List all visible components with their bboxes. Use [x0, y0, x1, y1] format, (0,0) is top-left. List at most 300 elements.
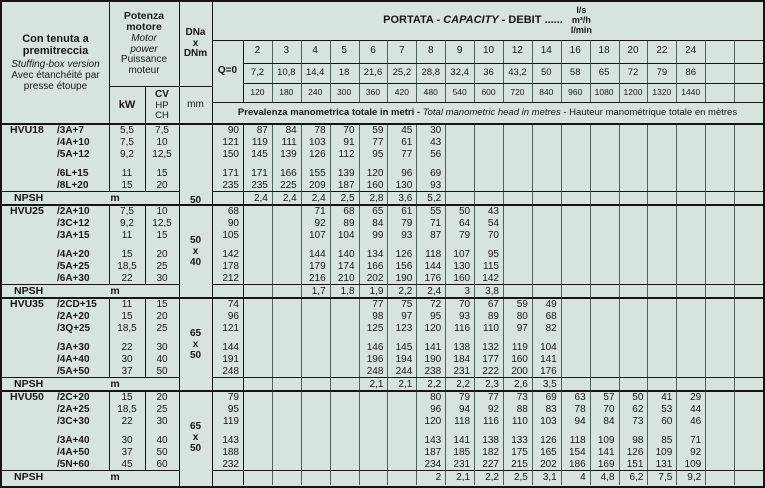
head-value: 44	[690, 403, 702, 415]
flow-header-value: 28,8	[421, 66, 441, 78]
head-value: 116	[454, 322, 471, 334]
cv-value: 30	[156, 272, 168, 284]
head-value: 79	[458, 229, 471, 241]
head-value: 177	[482, 353, 499, 365]
flow-unit-ls: l/s	[576, 5, 587, 16]
head-value: 68	[545, 310, 557, 322]
head-value: 187	[337, 179, 355, 191]
cv-value: 15	[156, 167, 168, 179]
head-value: 166	[280, 167, 297, 179]
q0-value: 178	[222, 260, 239, 272]
head-value: 165	[540, 446, 557, 458]
head-value: 64	[458, 217, 471, 229]
grid-line	[705, 125, 706, 485]
npsh-value: 4,8	[600, 471, 615, 483]
flow-unit-lmin: l/min	[570, 24, 592, 35]
dn-value-line: x	[192, 246, 199, 258]
head-value: 248	[366, 365, 384, 377]
dn-unit-label: mm	[187, 99, 204, 111]
q0-value: 90	[227, 217, 239, 229]
head-value: 151	[626, 458, 644, 470]
flow-header-value: 14	[540, 45, 552, 57]
head-value: 169	[597, 458, 615, 470]
kw-value: 22	[121, 415, 133, 427]
head-title-en: Total manometric head in metres	[422, 107, 561, 119]
dn-header-line3: DNm	[183, 48, 208, 60]
head-value: 110	[511, 415, 528, 427]
npsh-value: 1,8	[340, 285, 355, 297]
head-value: 62	[632, 403, 644, 415]
npsh-value: 7,5	[658, 471, 673, 483]
head-value: 190	[424, 353, 442, 365]
grid-line	[561, 125, 562, 485]
npsh-value: 2,1	[456, 471, 471, 483]
head-value: 171	[251, 167, 268, 179]
head-value: 97	[401, 310, 413, 322]
q0-value: 95	[227, 403, 239, 415]
model-label: /3A+40	[57, 434, 90, 446]
cv-value: 25	[156, 260, 168, 272]
head-value: 60	[661, 415, 673, 427]
npsh-value: 3,1	[542, 471, 557, 483]
kw-value: 22	[121, 341, 133, 353]
series-label: HVU35	[10, 298, 44, 311]
kw-value: 15	[121, 310, 133, 322]
head-value: 132	[482, 341, 499, 353]
head-value: 61	[401, 136, 413, 148]
model-label: /6A+30	[57, 272, 90, 284]
stuffing-box-header	[2, 2, 109, 125]
kw-value: 11	[121, 298, 133, 310]
dn-header	[179, 2, 212, 86]
q0-value: 188	[222, 446, 239, 458]
head-value: 126	[626, 446, 644, 458]
head-value: 186	[568, 458, 586, 470]
head-value: 78	[574, 403, 586, 415]
npsh-value: 2,4	[427, 285, 442, 297]
cv-value: 20	[156, 248, 168, 260]
head-value: 95	[430, 310, 442, 322]
head-value: 43	[487, 205, 499, 217]
q0-value: 142	[222, 248, 239, 260]
flow-header-value: 600	[481, 86, 496, 97]
head-value: 176	[540, 365, 557, 377]
q0-value: 191	[222, 353, 239, 365]
head-value: 154	[568, 446, 586, 458]
head-value: 116	[483, 415, 499, 427]
head-value: 196	[366, 353, 384, 365]
head-value: 130	[453, 260, 471, 272]
cv-value: 7,5	[155, 124, 169, 136]
head-value: 75	[401, 298, 413, 310]
kw-value: 7,5	[120, 136, 134, 148]
flow-header-value: 300	[337, 86, 352, 97]
head-value: 194	[395, 353, 413, 365]
head-value: 50	[632, 391, 644, 403]
head-value: 187	[424, 446, 442, 458]
npsh-value: 2,2	[427, 378, 442, 390]
npsh-value: 2,4	[253, 192, 268, 204]
head-value: 109	[655, 446, 673, 458]
model-label: /5A+25	[57, 260, 90, 272]
flow-header-value: 5	[341, 45, 347, 57]
q0-value: 79	[227, 391, 239, 403]
dn-value	[179, 206, 212, 299]
stuffing-box-subtitle-en: Stuffing-box version	[11, 59, 100, 71]
head-value: 109	[684, 458, 702, 470]
head-value: 50	[458, 205, 471, 217]
head-value: 144	[424, 260, 442, 272]
head-title-fr: - Hauteur manométrique totale en mètres	[560, 107, 738, 119]
head-value: 119	[251, 136, 268, 148]
head-value: 104	[337, 229, 355, 241]
flow-header-value: 18	[338, 66, 350, 78]
head-value: 145	[251, 148, 268, 160]
head-value: 142	[482, 272, 499, 284]
hp-label: HP	[155, 99, 169, 111]
head-value: 80	[516, 310, 528, 322]
npsh-unit: m	[110, 192, 120, 205]
flow-header-value: 7,2	[250, 66, 265, 78]
grid-line	[647, 125, 648, 485]
head-value: 119	[511, 341, 528, 353]
head-value: 179	[308, 260, 326, 272]
cv-value: 40	[156, 434, 168, 446]
flow-header-value: 1080	[594, 86, 614, 97]
head-value: 103	[308, 136, 326, 148]
dn-header-line2: x	[192, 37, 199, 49]
head-value: 69	[545, 391, 557, 403]
motor-power-header	[109, 2, 179, 86]
q0-value: 248	[222, 365, 239, 377]
flow-header-value: 1200	[623, 86, 643, 97]
flow-header-value: 12	[511, 45, 523, 57]
head-value: 125	[366, 322, 384, 334]
q0-value: 212	[222, 272, 239, 284]
npsh-value: 2,1	[369, 378, 384, 390]
head-value: 96	[430, 403, 442, 415]
dn-value-line: 65	[189, 328, 202, 340]
head-value: 93	[430, 179, 442, 191]
q0-value: 171	[222, 167, 239, 179]
head-value: 202	[540, 458, 557, 470]
cv-value: 30	[156, 415, 168, 427]
head-value: 63	[574, 391, 586, 403]
model-label: /2CD+15	[57, 298, 97, 310]
q0-value: 119	[223, 415, 239, 427]
flow-header-value: 43,2	[508, 66, 527, 78]
head-title-it: Prevalenza manometrica totale in metri -	[237, 107, 423, 119]
cv-value: 40	[156, 353, 168, 365]
head-value: 77	[487, 391, 499, 403]
model-label: /4A+10	[57, 136, 90, 148]
q0-value: 144	[222, 341, 239, 353]
head-value: 89	[343, 217, 355, 229]
model-label: /5A+12	[57, 148, 90, 160]
cv-value: 20	[156, 179, 168, 191]
head-value: 145	[395, 341, 413, 353]
head-value: 89	[487, 310, 499, 322]
npsh-label: NPSH	[14, 471, 44, 484]
npsh-value: 2,2	[485, 471, 499, 483]
stuffing-box-subtitle-fr: Avec étanchéité par presse étoupe	[11, 69, 100, 92]
npsh-value: 2,4	[282, 192, 297, 204]
head-value: 234	[424, 458, 442, 470]
head-value: 139	[337, 167, 355, 179]
head-value: 56	[430, 148, 442, 160]
head-value: 95	[372, 148, 384, 160]
head-value: 227	[482, 458, 499, 470]
head-value: 225	[280, 179, 297, 191]
head-value: 174	[337, 260, 355, 272]
dn-value-line: x	[192, 432, 199, 444]
head-value: 69	[430, 167, 442, 179]
cv-label: CV	[155, 88, 169, 100]
motor-power-title-en: Motor power	[130, 32, 158, 55]
head-value: 98	[372, 310, 384, 322]
head-value: 231	[453, 365, 471, 377]
kw-value: 7,5	[120, 205, 134, 217]
grid-line	[590, 125, 591, 485]
head-value: 126	[395, 248, 413, 260]
flow-header-value: 2	[254, 45, 261, 57]
flow-header-value: 10	[482, 45, 495, 57]
head-value: 45	[401, 124, 413, 136]
head-value: 155	[308, 167, 326, 179]
head-value: 141	[540, 353, 557, 365]
head-value: 95	[487, 248, 499, 260]
npsh-label: NPSH	[14, 192, 44, 205]
head-value: 120	[424, 415, 442, 427]
head-value: 59	[516, 298, 528, 310]
npsh-value: 9,2	[687, 471, 702, 483]
head-value: 231	[453, 458, 471, 470]
head-value: 126	[308, 148, 326, 160]
npsh-value: 1,9	[369, 285, 384, 297]
flow-header-value: 32,4	[450, 66, 469, 78]
npsh-value: 2,4	[311, 192, 326, 204]
head-value: 235	[251, 179, 268, 191]
portata-title-en: CAPACITY	[443, 14, 499, 27]
npsh-value: 2,2	[456, 378, 471, 390]
head-value: 87	[430, 229, 442, 241]
head-value: 55	[430, 205, 442, 217]
head-value: 84	[603, 415, 615, 427]
flow-header-value: 14,4	[305, 66, 325, 78]
head-value: 73	[632, 415, 644, 427]
head-value: 120	[366, 167, 384, 179]
dn-value	[179, 392, 212, 485]
model-label: /3A+7	[57, 124, 84, 136]
model-label: /6L+15	[57, 167, 89, 179]
head-value: 94	[574, 415, 586, 427]
head-value: 118	[454, 415, 471, 427]
model-label: /8L+20	[57, 179, 89, 191]
npsh-value: 4	[580, 471, 586, 483]
cv-value: 50	[156, 365, 168, 377]
head-value: 109	[597, 434, 615, 446]
flow-unit-m3h: m³/h	[571, 15, 591, 26]
head-value: 93	[401, 229, 413, 241]
model-label: /5N+60	[57, 458, 90, 470]
flow-header-value: 72	[627, 66, 639, 78]
flow-header-value: 10,8	[277, 66, 296, 78]
flow-units-stack	[571, 6, 592, 35]
flow-header-value: 86	[685, 66, 697, 78]
head-value: 91	[343, 136, 355, 148]
head-value: 92	[690, 446, 702, 458]
head-value: 68	[343, 205, 355, 217]
head-value: 111	[281, 136, 297, 148]
kw-value: 18,5	[117, 403, 137, 415]
head-value: 139	[280, 148, 297, 160]
cv-value: 60	[156, 458, 168, 470]
model-label: /4A+40	[57, 353, 90, 365]
head-value: 92	[487, 403, 499, 415]
kw-value: 18,5	[117, 322, 137, 334]
q0-value: 68	[227, 205, 239, 217]
dn-value-line: 50	[189, 235, 202, 247]
flow-header-value: 16	[569, 45, 581, 57]
head-value: 98	[632, 434, 644, 446]
flow-header-value: 18	[598, 45, 610, 57]
kw-value: 15	[121, 391, 133, 403]
series-label: HVU18	[10, 124, 44, 137]
kw-value: 15	[121, 248, 133, 260]
model-label: /4A+20	[57, 248, 90, 260]
cv-value: 20	[156, 391, 168, 403]
head-value: 222	[482, 365, 499, 377]
flow-header-value: 58	[569, 66, 581, 78]
head-value: 130	[395, 179, 413, 191]
head-value: 80	[430, 391, 442, 403]
flow-header-value: 50	[541, 66, 552, 78]
head-value: 77	[401, 148, 413, 160]
head-value: 92	[314, 217, 326, 229]
flow-header-value: 20	[627, 45, 639, 57]
q0-value: 143	[222, 434, 239, 446]
npsh-value: 2,5	[513, 471, 528, 483]
npsh-value: 2,6	[513, 378, 528, 390]
cv-hp-ch-header	[145, 86, 179, 125]
head-value: 70	[343, 124, 355, 136]
head-value: 70	[603, 403, 615, 415]
flow-header-value: 1320	[652, 86, 672, 97]
head-value: 160	[511, 353, 528, 365]
npsh-value: 3,6	[398, 192, 413, 204]
npsh-value: 2,2	[398, 285, 413, 297]
flow-header-value: 4	[312, 45, 318, 57]
cv-value: 25	[156, 322, 168, 334]
flow-header-value: 240	[308, 86, 323, 97]
flow-header-value: 8	[427, 45, 434, 57]
head-value: 41	[661, 391, 673, 403]
portata-banner	[212, 2, 763, 40]
head-value: 77	[372, 136, 384, 148]
kw-value: 5,5	[120, 124, 134, 136]
head-value: 83	[545, 403, 557, 415]
portata-title-fr: - DEBIT ......	[498, 14, 563, 27]
head-value: 82	[545, 322, 557, 334]
npsh-unit: m	[110, 285, 120, 298]
head-value: 84	[372, 217, 384, 229]
head-value: 49	[545, 298, 557, 310]
model-label: /3Q+25	[57, 322, 91, 334]
q0-value: 121	[222, 136, 239, 148]
flow-header-value: 840	[539, 86, 554, 97]
npsh-value: 2,1	[398, 378, 413, 390]
kw-value: 18,5	[117, 260, 137, 272]
head-value: 156	[395, 260, 413, 272]
head-value: 209	[308, 179, 326, 191]
head-value: 210	[337, 272, 355, 284]
kw-value: 37	[121, 446, 133, 458]
cv-value: 25	[156, 403, 168, 415]
npsh-value: 5,2	[427, 192, 442, 204]
flow-header-value: 9	[456, 45, 463, 57]
head-value: 57	[603, 391, 615, 403]
q0-value: 74	[227, 298, 239, 310]
npsh-value: 1,7	[311, 285, 326, 297]
head-value: 94	[458, 403, 471, 415]
motor-power-title-it: Potenza motore	[123, 10, 165, 34]
head-value: 115	[483, 260, 499, 272]
model-label: /3C+12	[57, 217, 90, 229]
head-value: 71	[430, 217, 442, 229]
model-label: /3A+15	[57, 229, 90, 241]
head-value: 166	[366, 260, 384, 272]
head-value: 97	[516, 322, 528, 334]
npsh-value: 2,8	[369, 192, 384, 204]
cv-value: 15	[156, 298, 168, 310]
portata-title-it: PORTATA -	[383, 14, 444, 27]
head-value: 215	[511, 458, 528, 470]
head-value: 99	[372, 229, 384, 241]
npsh-value: 2,5	[340, 192, 355, 204]
npsh-unit: m	[110, 378, 120, 391]
head-value: 77	[372, 298, 384, 310]
head-value: 141	[424, 341, 442, 353]
head-value: 134	[366, 248, 384, 260]
flow-header-value: 540	[452, 86, 467, 97]
flow-header-value: 24	[685, 45, 697, 57]
cv-value: 15	[156, 229, 168, 241]
flow-header-value: 960	[568, 86, 583, 97]
head-value: 126	[540, 434, 557, 446]
q0-value: 235	[222, 179, 239, 191]
head-value: 216	[308, 272, 326, 284]
head-value: 138	[453, 341, 471, 353]
dn-value-line: 50	[189, 442, 202, 454]
head-value: 67	[487, 298, 499, 310]
head-value: 65	[372, 205, 384, 217]
head-value: 72	[430, 298, 442, 310]
head-value: 79	[458, 391, 471, 403]
head-value: 238	[424, 365, 442, 377]
head-value: 73	[516, 391, 528, 403]
kw-value: 11	[121, 229, 133, 241]
flow-header-value: 79	[656, 66, 668, 78]
npsh-value: 3,5	[542, 378, 557, 390]
grid-line	[676, 125, 677, 485]
flow-header-value: 36	[483, 66, 494, 78]
model-label: /2A+10	[57, 205, 90, 217]
head-value: 141	[453, 434, 471, 446]
head-value: 202	[366, 272, 384, 284]
stuffing-box-title: Con tenuta a premitreccia	[22, 33, 89, 58]
kw-unit-header: kW	[118, 98, 136, 111]
q0-value: 150	[222, 148, 239, 160]
